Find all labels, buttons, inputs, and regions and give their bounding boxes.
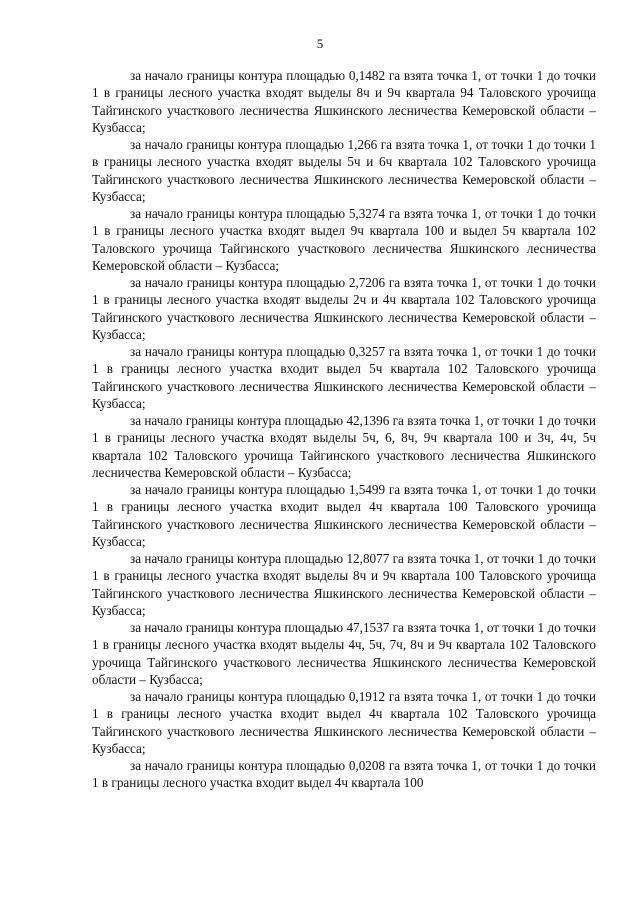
- paragraph: за начало границы контура площадью 0,1912 га взята точка 1, от точки 1 до точки 1 в границы лесного участка входит выдел 4ч квартала 102 Таловского урочища Тайгинского участкового лесничества Яшкинского лесничества Кемеровской области – Кузбасса;: [92, 689, 596, 756]
- paragraph: за начало границы контура площадью 0,1482 га взята точка 1, от точки 1 до точки 1 в границы лесного участка входят выделы 8ч и 9ч квартала 94 Таловского урочища Тайгинского участкового лесничества Яшкинского лесничества Кемеровской области – Кузбасса;: [92, 68, 596, 135]
- paragraph: за начало границы контура площадью 42,1396 га взята точка 1, от точки 1 до точки 1 в границы лесного участка входят выделы 5ч, 6, 8ч, 9ч квартала 100 и 3ч, 4ч, 5ч квартала 102 Таловского урочища Тайгинского участкового лесничества Яшкинского лесничества Кемеровской области – Кузбасса;: [92, 413, 596, 480]
- paragraph: за начало границы контура площадью 2,7206 га взята точка 1, от точки 1 до точки 1 в границы лесного участка входят выделы 2ч и 4ч квартала 102 Таловского урочища Тайгинского участкового лесничества Яшкинского лесничества Кемеровской области – Кузбасса;: [92, 275, 596, 342]
- document-body: [92, 67, 596, 792]
- paragraph: за начало границы контура площадью 5,3274 га взята точка 1, от точки 1 до точки 1 в границы лесного участка входят выдел 9ч квартала 100 и выдел 5ч квартала 102 Таловского урочища Тайгинского участкового лесничества Яшкинского лесничества Кемеровской области – Кузбасса;: [92, 206, 596, 273]
- paragraph: за начало границы контура площадью 0,3257 га взята точка 1, от точки 1 до точки 1 в границы лесного участка входит выдел 5ч квартала 102 Таловского урочища Тайгинского участкового лесничества Яшкинского лесничества Кемеровской области – Кузбасса;: [92, 344, 596, 411]
- paragraph: за начало границы контура площадью 0,0208 га взята точка 1, от точки 1 до точки 1 в границы лесного участка входит выдел 4ч квартала 100: [92, 758, 596, 791]
- paragraph: за начало границы контура площадью 1,5499 га взята точка 1, от точки 1 до точки 1 в границы лесного участка входит выдел 4ч квартала 100 Таловского урочища Тайгинского участкового лесничества Яшкинского лесничества Кемеровской области – Кузбасса;: [92, 482, 596, 549]
- paragraph: за начало границы контура площадью 12,8077 га взята точка 1, от точки 1 до точки 1 в границы лесного участка входят выделы 8ч и 9ч квартала 100 Таловского урочища Тайгинского участкового лесничества Яшкинского лесничества Кемеровской области – Кузбасса;: [92, 551, 596, 618]
- paragraph: за начало границы контура площадью 1,266 га взята точка 1, от точки 1 до точки 1 в границы лесного участка входят выделы 5ч и 6ч квартала 102 Таловского урочища Тайгинского участкового лесничества Яшкинского лесничества Кемеровской области – Кузбасса;: [92, 137, 596, 204]
- paragraph: за начало границы контура площадью 47,1537 га взята точка 1, от точки 1 до точки 1 в границы лесного участка входят выделы 4ч, 5ч, 7ч, 8ч и 9ч квартала 102 Таловского урочища Тайгинского участкового лесничества Яшкинского лесничества Кемеровской области – Кузбасса;: [92, 620, 596, 687]
- page-number: 5: [316, 36, 324, 51]
